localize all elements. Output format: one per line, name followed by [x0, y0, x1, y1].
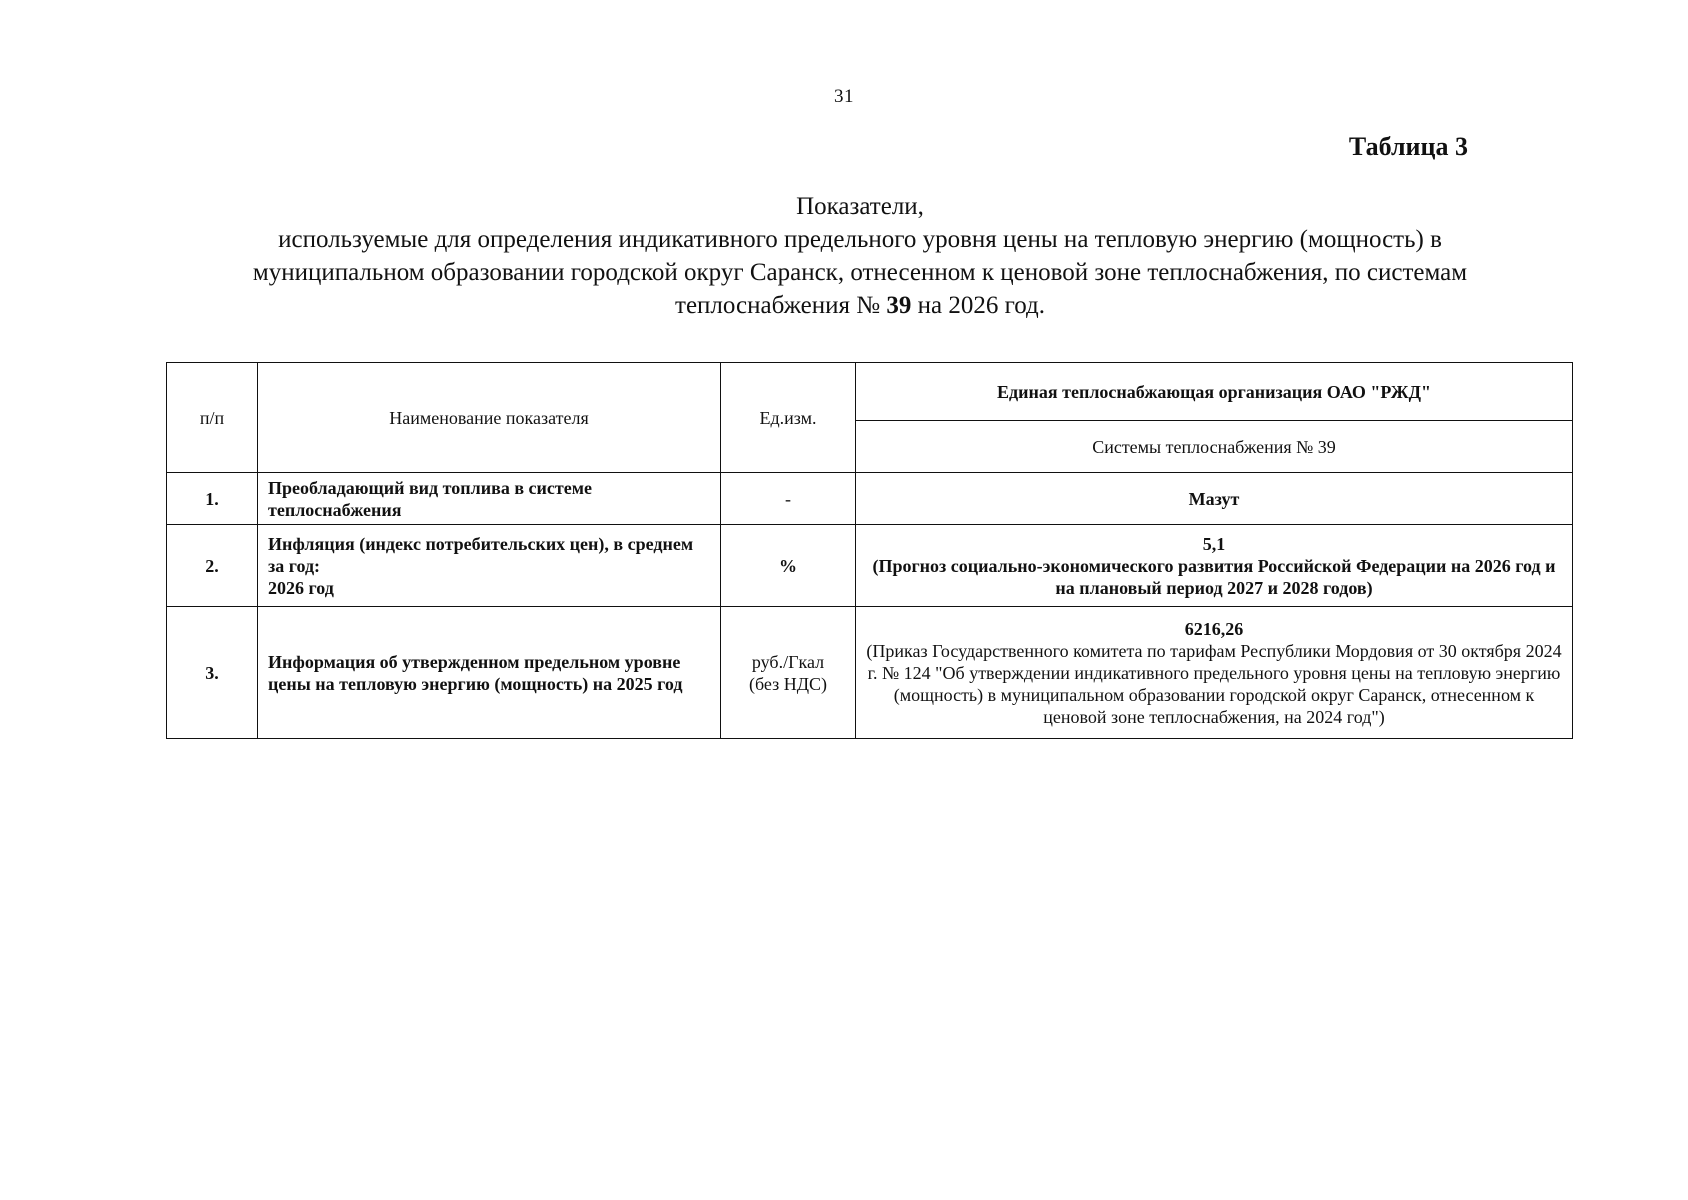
- row-name-year: 2026 год: [268, 577, 334, 598]
- row-name: Информация об утвержденном предельном уровне цены на тепловую энергию (мощность) на 2025 год: [258, 607, 721, 739]
- row-unit-note: (без НДС): [748, 673, 827, 694]
- row-unit: %: [721, 525, 856, 607]
- row-value-cell: [856, 607, 1573, 739]
- row-num: 2.: [167, 525, 258, 607]
- heading-line-4: [150, 289, 1570, 322]
- heading-system-number: 39: [886, 292, 912, 319]
- page-number: 31: [834, 86, 854, 107]
- table-row: [167, 473, 1573, 525]
- heading-line-4-prefix: теплоснабжения №: [675, 292, 887, 319]
- row-name-line: Инфляция (индекс потребительских цен), в среднем за год:: [268, 533, 694, 576]
- row-value-cell: [856, 525, 1573, 607]
- heading-line-3: муниципальном образовании городской округ Саранск, отнесенном к ценовой зоне теплоснабжения, по системам: [252, 259, 1468, 286]
- header-num: п/п: [167, 363, 258, 473]
- document-heading: [150, 190, 1570, 322]
- row-value: Мазут: [856, 473, 1573, 525]
- table-label: Таблица 3: [1348, 132, 1468, 161]
- row-value: 5,1: [1202, 533, 1226, 554]
- table-row: [167, 607, 1573, 739]
- row-name: Преобладающий вид топлива в системе теплоснабжения: [258, 473, 721, 525]
- row-name: [258, 525, 721, 607]
- row-value: 6216,26: [1184, 618, 1244, 639]
- table-row: [167, 525, 1573, 607]
- row-unit: [721, 607, 856, 739]
- row-unit: -: [721, 473, 856, 525]
- header-unit: Ед.изм.: [721, 363, 856, 473]
- header-system: Системы теплоснабжения № 39: [856, 421, 1573, 473]
- heading-line-1: Показатели,: [796, 193, 924, 220]
- row-num: 3.: [167, 607, 258, 739]
- row-note: (Прогноз социально-экономического развития Российской Федерации на 2026 год и на плановый период 2027 и 2028 годов): [872, 555, 1556, 598]
- heading-line-4-suffix: на 2026 год.: [911, 292, 1045, 319]
- indicators-table: [166, 362, 1573, 739]
- row-num: 1.: [167, 473, 258, 525]
- row-note: (Приказ Государственного комитета по тарифам Республики Мордовия от 30 октября 2024 г. № 124 "Об утверждении индикативного предельного уровня цены на тепловую энергию (мощность) в муниципальном образовании городской округ Саранск, отнесенном к ценовой зоне теплоснабжения, на 2024 год"): [866, 640, 1562, 727]
- table-header-row: [167, 363, 1573, 421]
- row-unit-line: руб./Гкал: [751, 651, 825, 672]
- header-organization: Единая теплоснабжающая организация ОАО "РЖД": [856, 363, 1573, 421]
- header-name: Наименование показателя: [258, 363, 721, 473]
- heading-line-2: используемые для определения индикативного предельного уровня цены на тепловую энергию (мощность) в: [278, 226, 1442, 253]
